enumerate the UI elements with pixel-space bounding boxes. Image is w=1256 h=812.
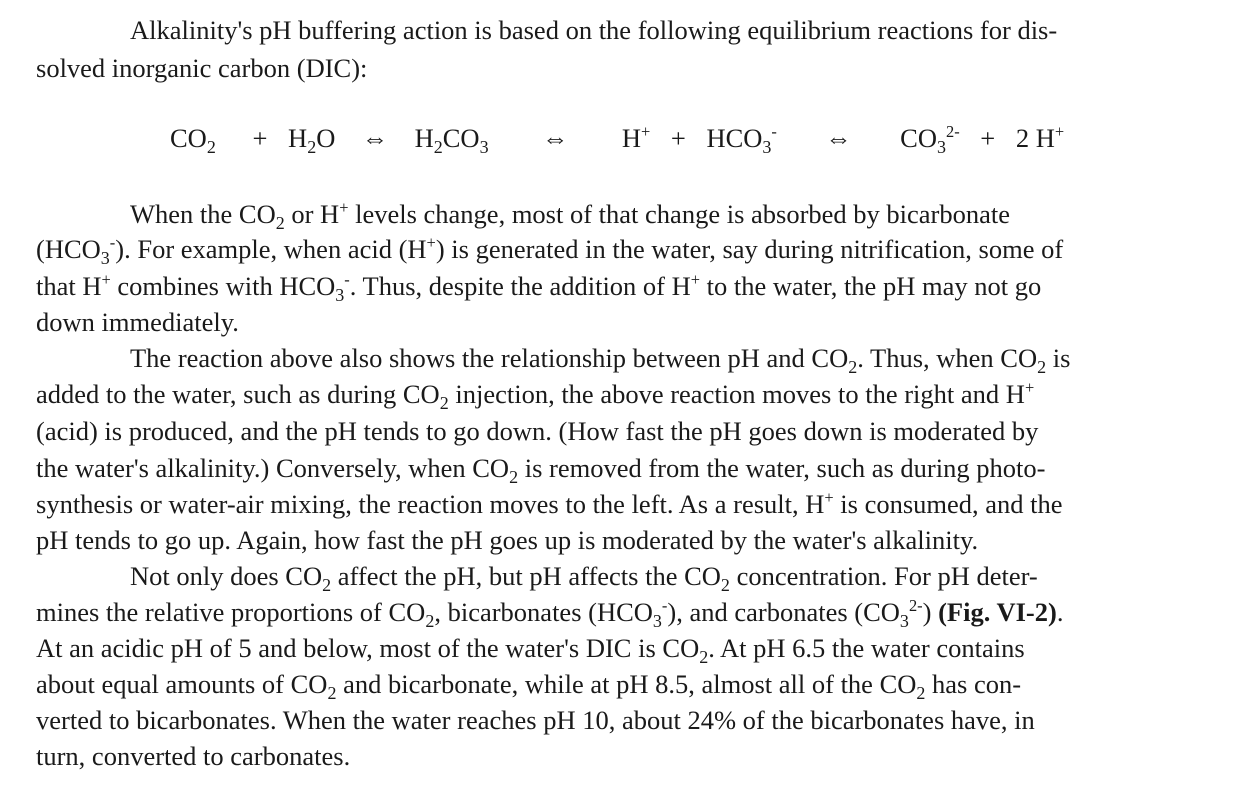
paragraph-4-line-6: turn, converted to carbonates. — [36, 741, 351, 771]
paragraph-2-line-1: When the $CO_2$ or H+ levels change, most of that change is absorbed by bicarbonate — [130, 197, 1011, 233]
equation-term-h-plus: H+ — [621, 121, 651, 153]
equation-term-h2co3: $H_2CO_3$ — [414, 123, 489, 157]
paragraph-2-line-4: down immediately. — [36, 307, 239, 337]
paragraph-4-line-2: mines the relative proportions of $CO_2$, bicarbonates $(HCO_3^-)$, and carbonates $(CO_3^{2-})$ (Fig. VI-2). — [36, 595, 1064, 631]
equation-term-co2: $CO_2$ — [170, 123, 216, 157]
equilibrium-arrow-icon: ⇔ — [541, 123, 569, 153]
paragraph-3-line-1: The reaction above also shows the relationship between pH and $CO_2$. Thus, when $CO_2$ is — [130, 343, 1071, 377]
paragraph-4-line-5: verted to bicarbonates. When the water reaches pH 10, about 24% of the bicarbonates have, in — [36, 705, 1035, 735]
equilibrium-equation: $CO_2 + H_2O$ ⇔ $H_2CO_3$ ⇔ $H^+ + HCO_3^-$ ⇔ $CO_3^{2-} + 2$ H+ — [170, 121, 1065, 157]
paragraph-4-line-4: about equal amounts of $CO_2$ and bicarbonate, while at pH 8.5, almost all of the $CO_2$ has con- — [36, 669, 1022, 703]
equation-term-h2o: $H_2O$ — [288, 123, 336, 157]
equilibrium-arrow-icon: ⇔ — [825, 123, 852, 153]
paragraph-3-line-4: the water's alkalinity.) Conversely, when $CO_2$ is removed from the water, such as during photo- — [36, 453, 1046, 487]
paragraph-2-line-2: $(HCO_3^-)$. For example, when acid (H+) is generated in the water, say during nitrification, some of — [36, 232, 1064, 268]
paragraph-2-line-3: that H+ combines with $HCO_3^-$. Thus, despite the addition of H+ to the water, the pH may not go — [36, 269, 1042, 305]
paragraph-1-line-1: Alkalinity's pH buffering action is based on the following equilibrium reactions for dis- — [130, 15, 1058, 45]
equation-term-2h-plus: 2 H+ — [1015, 121, 1065, 153]
paragraph-3-line-3: (acid) is produced, and the pH tends to go down. (How fast the pH goes down is moderated by — [36, 416, 1039, 446]
equation-term-co3: $CO_3^{2-}$ — [900, 121, 960, 157]
paragraph-4-line-3: At an acidic pH of 5 and below, most of the water's DIC is $CO_2$. At pH 6.5 the water contains — [36, 633, 1025, 667]
paragraph-1-line-2: solved inorganic carbon (DIC): — [36, 53, 368, 83]
paragraph-4-line-1: Not only does $CO_2$ affect the pH, but pH affects the $CO_2$ concentration. For pH deter- — [130, 561, 1038, 595]
paragraph-3-line-6: pH tends to go up. Again, how fast the pH goes up is moderated by the water's alkalinity. — [36, 525, 979, 555]
paragraph-3-line-5: synthesis or water-air mixing, the reaction moves to the left. As a result, H+ is consumed, and the — [36, 487, 1063, 519]
equation-term-hco3: $HCO_3^-$ — [706, 121, 777, 157]
paragraph-3-line-2: added to the water, such as during $CO_2$ injection, the above reaction moves to the right and H+ — [36, 377, 1035, 413]
equilibrium-arrow-icon: ⇔ — [361, 123, 389, 153]
